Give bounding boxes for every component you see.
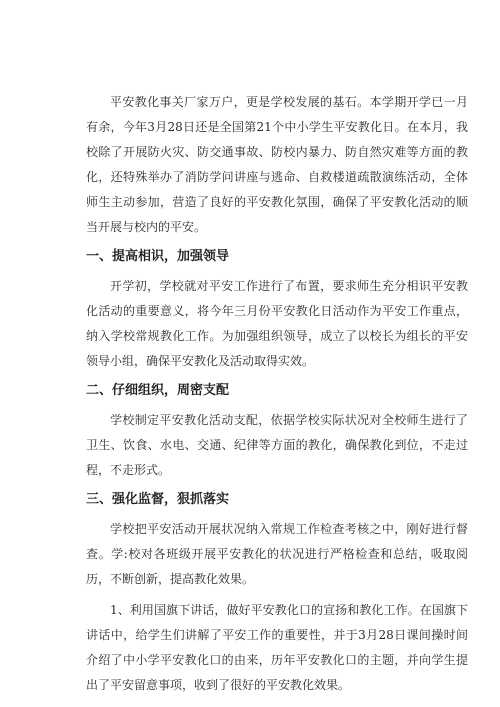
document-body bbox=[86, 90, 468, 704]
section-paragraph: 开学初，学校就对平安工作进行了布置，要求师生充分相识平安教化活动的重要意义，将今年三月份平安教化日活动作为平安工作重点，纳入学校常规教化工作。为加强组织领导，成立了以校长为组长的平安领导小组，确保平安教化及活动取得实效。 bbox=[86, 279, 468, 368]
section-heading: 三、强化监督，狠抓落实 bbox=[86, 492, 230, 507]
section-paragraph: 学校制定平安教化活动支配，依据学校实际状况对全校师生进行了卫生、饮食、水电、交通、纪律等方面的教化，确保教化到位，不走过程，不走形式。 bbox=[86, 413, 468, 477]
section-1 bbox=[86, 246, 468, 374]
section-paragraph: 1、利用国旗下讲话，做好平安教化口的宣扬和教化工作。在国旗下讲话中，给学生们讲解了平安工作的重要性，并于3月28日课间操时间介绍了中小学平安教化口的由来，历年平安教化口的主题，并向学生提出了平安留意事项，收到了很好的平安教化效果。 bbox=[86, 603, 468, 692]
section-heading: 一、提高相识，加强领导 bbox=[86, 249, 230, 264]
intro-paragraph: 平安教化事关厂家万户，更是学校发展的基石。本学期开学已一月有余，今年3月28日还是全国第21个中小学生平安教化日。在本月，我校除了开展防火灾、防交通事故、防校内暴力、防自然灾难等方面的教化，还特殊举办了消防学问讲座与逃命、自救楼道疏散演练活动，全体师生主动参加，营造了良好的平安教化氛围，确保了平安教化活动的顺当开展与校内的平安。 bbox=[86, 95, 468, 234]
section-paragraph: 学校把平安活动开展状况纳入常规工作检查考核之中，刚好进行督查。学:校对各班级开展平安教化的状况进行严格检查和总结，吸取阅历，不断创新，提高教化效果。 bbox=[86, 522, 468, 586]
section-3 bbox=[86, 489, 468, 698]
section-2 bbox=[86, 380, 468, 483]
section-heading: 二、仔细组织，周密支配 bbox=[86, 383, 230, 398]
